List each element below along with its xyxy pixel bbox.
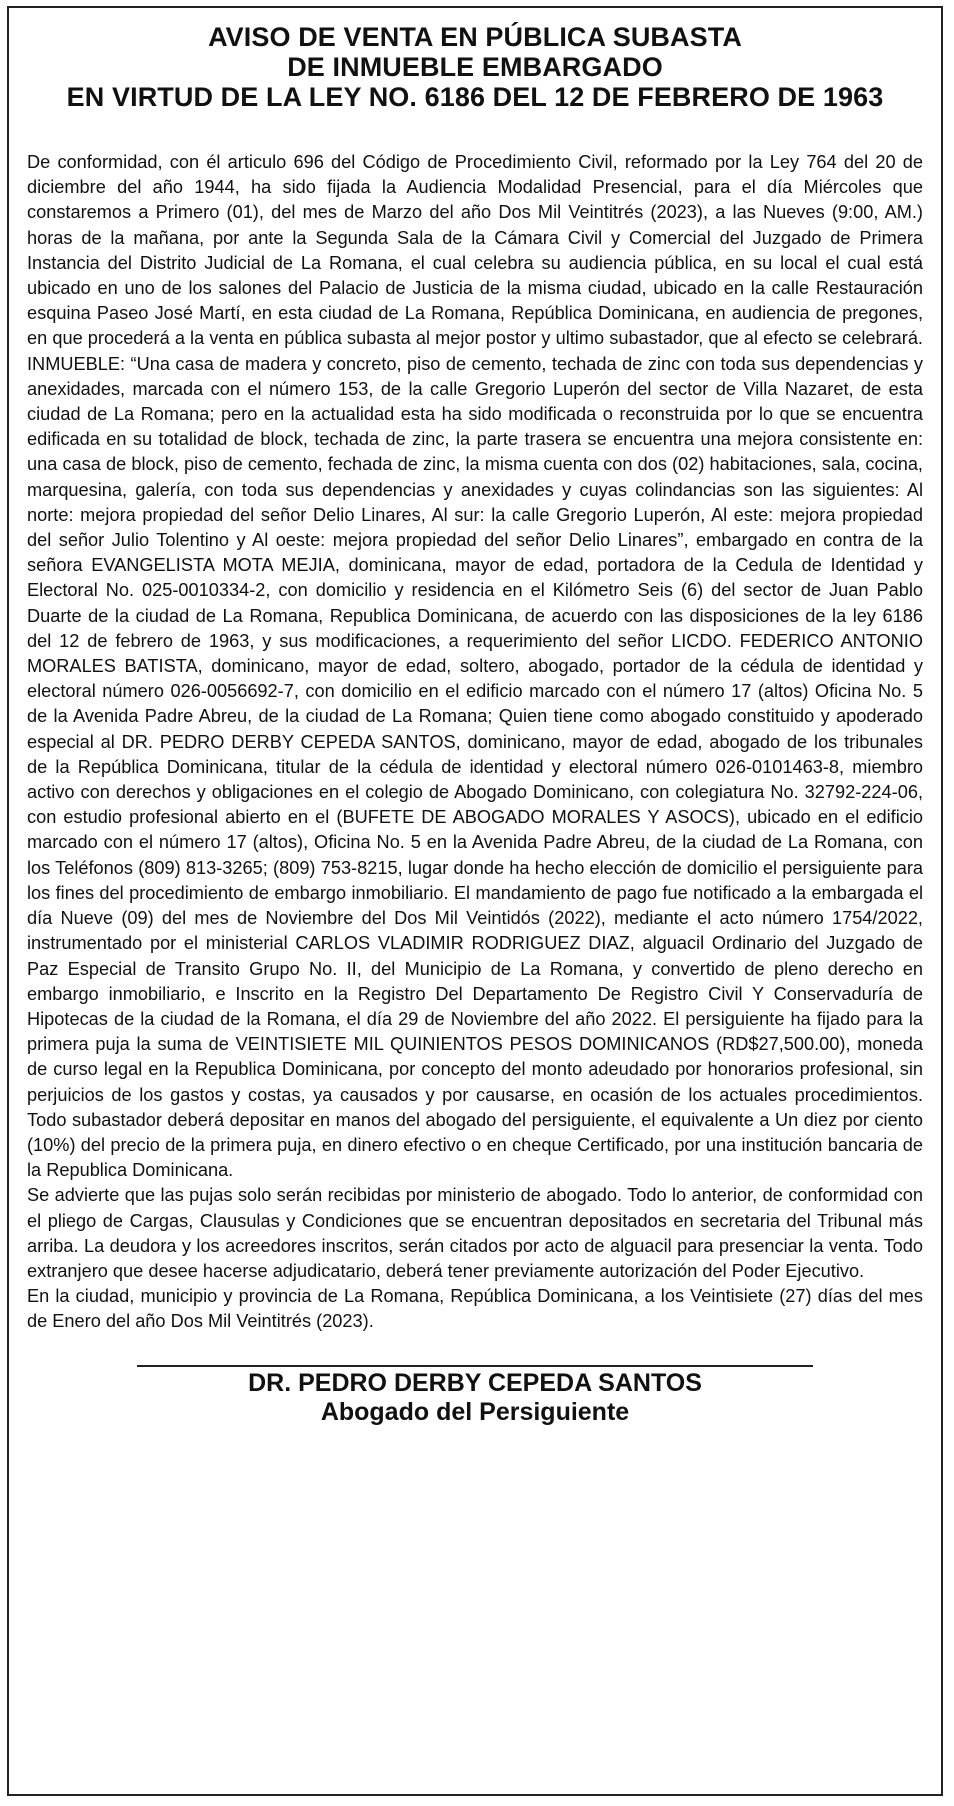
notice-body [27, 150, 923, 1335]
notice-title [19, 22, 931, 112]
signature-role: Abogado del Persiguiente [320, 1397, 630, 1426]
body-paragraph-1: De conformidad, con él articulo 696 del Código de Procedimiento Civil, reformado por la Ley 764 del 20 de diciembre del año 1944, ha sido fijada la Audiencia Modalidad Presencial, para el día Miércoles que constaremos a Primero (01), del mes de Marzo del año Dos Mil Veintitrés (2023), a las Nueves (9:00, AM.) horas de la mañana, por ante la Segunda Sala de la Cámara Civil y Comercial del Juzgado de Primera Instancia del Distrito Judicial de La Romana, el cual celebra su audiencia pública, en su local el cual está ubicado en uno de los salones del Palacio de Justicia de la misma ciudad, ubicado en la calle Restauración esquina Paseo José Martí, en esta ciudad de La Romana, República Dominicana, en audiencia de pregones, en que procederá a la venta en pública subasta al mejor postor y ultimo subastador, que al efecto se celebrará. INMUEBLE: “Una casa de madera y concreto, piso de cemento, techada de zinc con toda sus dependencias y anexidades, marcada con el número 153, de la calle Gregorio Luperón del sector de Villa Nazaret, de esta ciudad de La Romana; pero en la actualidad esta ha sido modificada o reconstruida por lo que se encuentra edificada en su totalidad de block, techada de zinc, la parte trasera se encuentra una mejora consistente en: una casa de block, piso de cemento, fechada de zinc, la misma cuenta con dos (02) habitaciones, sala, cocina, marquesina, galería, con toda sus dependencias y anexidades y cuyas colindancias son las siguientes: Al norte: mejora propiedad del señor Delio Linares, Al sur: la calle Gregorio Luperón, Al este: mejora propiedad del señor Julio Tolentino y Al oeste: mejora propiedad del señor Delio Linares”, embargado en contra de la señora EVANGELISTA MOTA MEJIA, dominicana, mayor de edad, portadora de la Cedula de Identidad y Electoral No. 025-0010334-2, con domicilio y residencia en el Kilómetro Seis (6) del sector de Juan Pablo Duarte de la ciudad de La Romana, Republica Dominicana, de acuerdo con las disposiciones de la ley 6186 del 12 de febrero de 1963, y sus modificaciones, a requerimiento del señor LICDO. FEDERICO ANTONIO MORALES BATISTA, dominicano, mayor de edad, soltero, abogado, portador de la cédula de identidad y electoral número 026-0056692-7, con domicilio en el edificio marcado con el número 17 (altos) Oficina No. 5 de la Avenida Padre Abreu, de la ciudad de La Romana; Quien tiene como abogado constituido y apoderado especial al DR. PEDRO DERBY CEPEDA SANTOS, dominicano, mayor de edad, abogado de los tribunales de la República Dominicana, titular de la cédula de identidad y electoral número 026-0101463-8, miembro activo con derechos y obligaciones en el colegio de Abogado Dominicano, con colegiatura No. 32792-224-06, con estudio profesional abierto en el (BUFETE DE ABOGADO MORALES Y ASOCS), ubicado en el edificio marcado con el número 17 (altos), Oficina No. 5 en la Avenida Padre Abreu, de la ciudad de La Romana, con los Teléfonos (809) 813-3265; (809) 753-8215, lugar donde ha hecho elección de domicilio el persiguiente para los fines del procedimiento de embargo inmobiliario. El mandamiento de pago fue notificado a la embargada el día Nueve (09) del mes de Noviembre del Dos Mil Veintidós (2022), mediante el acto número 1754/2022, instrumentado por el ministerial CARLOS VLADIMIR RODRIGUEZ DIAZ, alguacil Ordinario del Juzgado de Paz Especial de Transito Grupo No. II, del Municipio de La Romana, y convertido de pleno derecho en embargo inmobiliario, e Inscrito en la Registro Del Departamento De Registro Civil Y Conservaduría de Hipotecas de la ciudad de la Romana, el día 29 de Noviembre del año 2022. El persiguiente ha fijado para la primera puja la suma de VEINTISIETE MIL QUINIENTOS PESOS DOMINICANOS (RD$27,500.00), moneda de curso legal en la Republica Dominicana, por concepto del monto adeudado por honorarios profesional, sin perjuicios de los gastos y costas, ya causados y por causarse, en ocasión de los actuales procedimientos. Todo subastador deberá depositar en manos del abogado del persiguiente, el equivalente a Un diez por ciento (10%) del precio de la primera puja, en dinero efectivo o en cheque Certificado, por una institución bancaria de la Republica Dominicana. [27, 152, 923, 1181]
legal-notice-box [7, 6, 943, 1796]
signature-line [137, 1365, 813, 1367]
body-paragraph-3: En la ciudad, municipio y provincia de La Romana, República Dominicana, a los Veintisiete (27) días del mes de Enero del año Dos Mil Veintitrés (2023). [27, 1286, 923, 1332]
signature-name: DR. PEDRO DERBY CEPEDA SANTOS [248, 1368, 702, 1397]
signature-block [9, 1369, 941, 1427]
body-paragraph-2: Se advierte que las pujas solo serán recibidas por ministerio de abogado. Todo lo anterior, de conformidad con el pliego de Cargas, Clausulas y Condiciones que se encuentran depositados en secretaria del Tribunal más arriba. La deudora y los acreedores inscritos, serán citados por acto de alguacil para presenciar la venta. Todo extranjero que desee hacerse adjudicatario, deberá tener previamente autorización del Poder Ejecutivo. [27, 1185, 923, 1281]
title-line-3: EN VIRTUD DE LA LEY NO. 6186 DEL 12 DE FEBRERO DE 1963 [66, 82, 884, 112]
title-line-1: AVISO DE VENTA EN PÚBLICA SUBASTA [208, 22, 742, 52]
title-line-2: DE INMUEBLE EMBARGADO [287, 52, 663, 82]
